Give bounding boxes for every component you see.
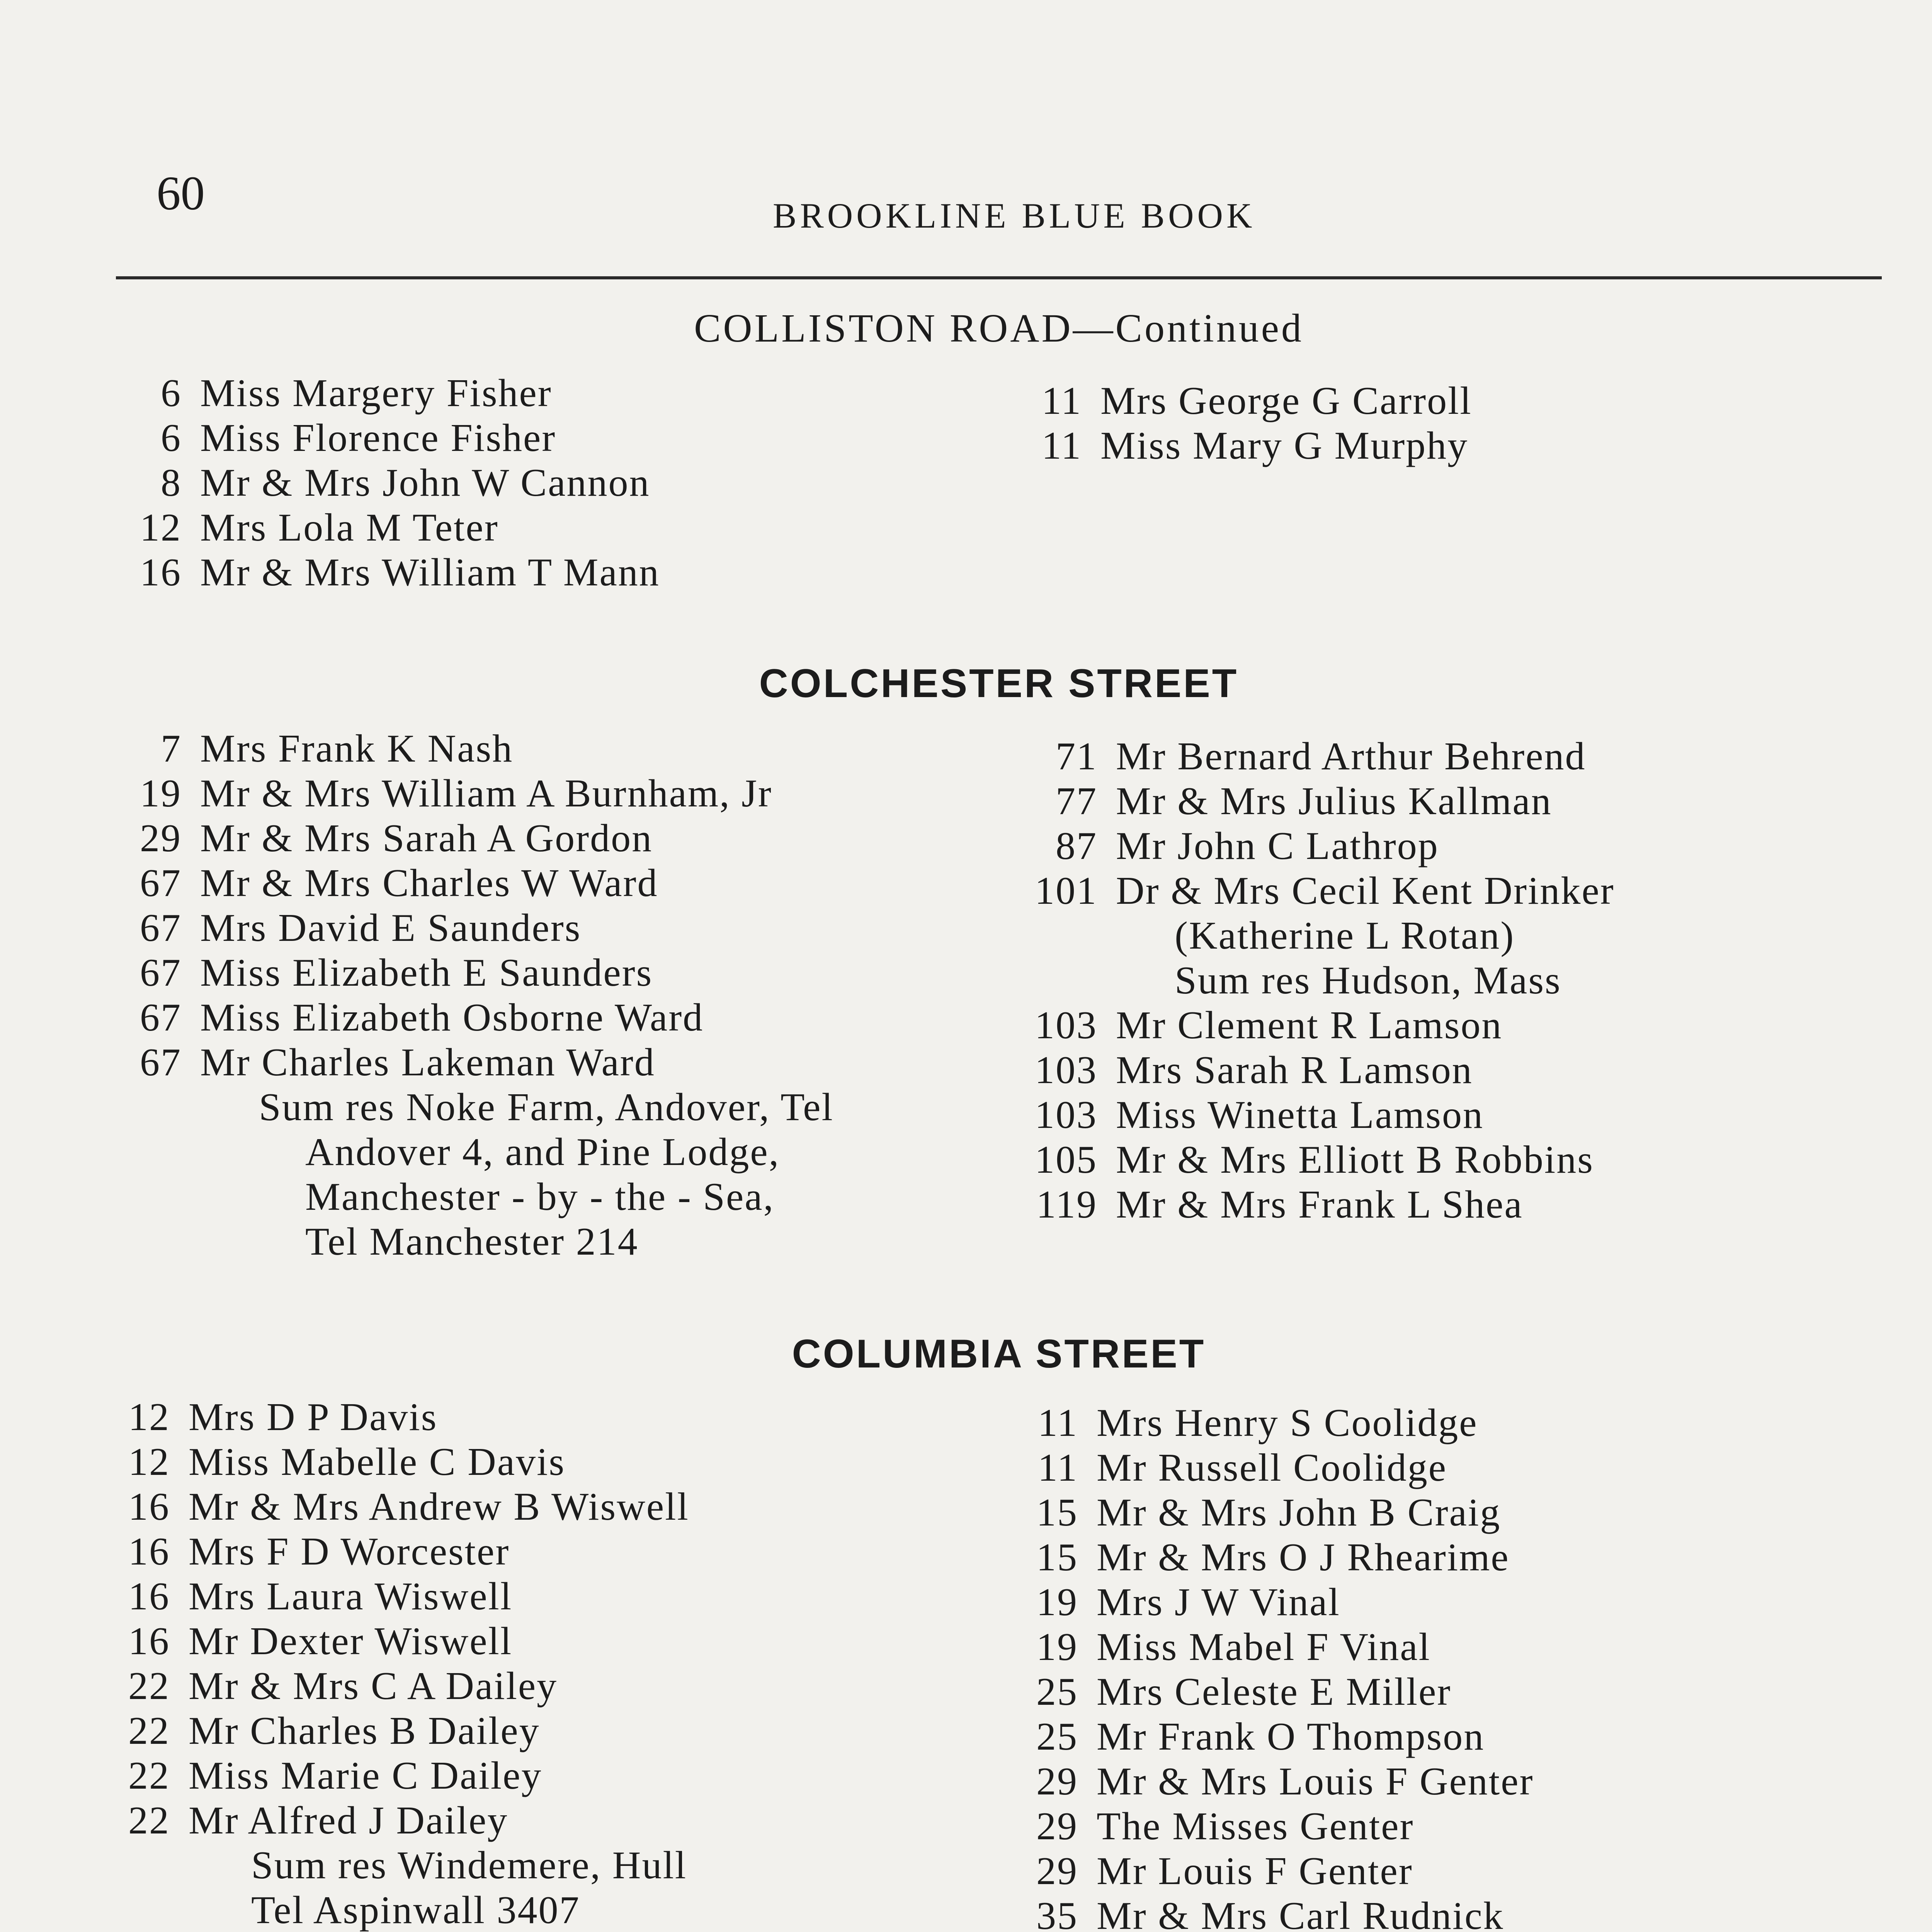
resident-name: Mr & Mrs Andrew B Wiswell bbox=[189, 1485, 689, 1529]
colchester-right-entries-a bbox=[1005, 734, 1615, 913]
directory-entry bbox=[128, 550, 660, 595]
section-heading-colchester: COLCHESTER STREET bbox=[759, 661, 1239, 706]
directory-entry bbox=[1005, 779, 1615, 824]
house-number: 7 bbox=[161, 727, 182, 770]
resident-name: Mrs George G Carroll bbox=[1100, 379, 1472, 423]
house-number: 29 bbox=[1036, 1849, 1078, 1893]
columbia-left-continuation-a bbox=[116, 1843, 723, 1932]
resident-name: Mr Dexter Wiswell bbox=[189, 1619, 513, 1663]
resident-name: Mr & Mrs Charles W Ward bbox=[200, 861, 658, 905]
section-heading-colliston: COLLISTON ROAD—Continued bbox=[694, 306, 1304, 350]
resident-name: Mrs D P Davis bbox=[189, 1395, 438, 1439]
resident-name: Mr & Mrs Sarah A Gordon bbox=[200, 816, 653, 860]
directory-entry bbox=[1005, 1138, 1615, 1182]
page-number: 60 bbox=[156, 167, 205, 220]
directory-entry bbox=[989, 1490, 1569, 1535]
directory-entry bbox=[989, 1714, 1569, 1759]
directory-entry bbox=[116, 1619, 723, 1664]
colchester-right-entries-b bbox=[1005, 1003, 1615, 1227]
continuation-line: Sum res Noke Farm, Andover, Tel bbox=[259, 1085, 834, 1129]
continuation-line: (Katherine L Rotan) bbox=[1175, 914, 1515, 957]
house-number: 16 bbox=[128, 1485, 170, 1529]
house-number: 29 bbox=[140, 816, 182, 860]
colchester-left-continuation bbox=[128, 1085, 834, 1264]
resident-name: Mr Russell Coolidge bbox=[1097, 1446, 1447, 1490]
resident-name: Mr Louis F Genter bbox=[1097, 1849, 1413, 1893]
resident-name: Mrs F D Worcester bbox=[189, 1530, 510, 1573]
directory-entry bbox=[1005, 869, 1615, 913]
directory-entry bbox=[1005, 1182, 1615, 1227]
house-number: 16 bbox=[140, 551, 182, 594]
directory-entry bbox=[128, 371, 660, 416]
directory-entry bbox=[116, 1529, 723, 1574]
resident-name: Miss Marie C Dailey bbox=[189, 1754, 543, 1798]
columbia-left-column bbox=[116, 1395, 723, 1932]
directory-entry bbox=[989, 1670, 1569, 1714]
continuation-line: Manchester - by - the - Sea, bbox=[305, 1175, 775, 1219]
resident-name: Mr & Mrs Carl Rudnick bbox=[1097, 1894, 1504, 1932]
house-number: 16 bbox=[128, 1575, 170, 1618]
resident-name: Mrs Celeste E Miller bbox=[1097, 1670, 1452, 1714]
continuation-line: Andover 4, and Pine Lodge, bbox=[305, 1130, 780, 1174]
resident-name: Miss Florence Fisher bbox=[200, 416, 556, 460]
resident-name: Mr & Mrs O J Rhearime bbox=[1097, 1536, 1510, 1579]
house-number: 25 bbox=[1036, 1715, 1078, 1759]
columbia-right-column bbox=[989, 1401, 1569, 1932]
resident-name: Mr & Mrs Louis F Genter bbox=[1097, 1760, 1534, 1803]
columbia-left-entries-a bbox=[116, 1395, 723, 1843]
resident-name: Mr Frank O Thompson bbox=[1097, 1715, 1485, 1759]
directory-entry bbox=[116, 1574, 723, 1619]
directory-entry bbox=[128, 816, 834, 861]
house-number: 22 bbox=[128, 1664, 170, 1708]
house-number: 67 bbox=[140, 906, 182, 950]
resident-name: Mr & Mrs William A Burnham, Jr bbox=[200, 772, 772, 815]
house-number: 67 bbox=[140, 996, 182, 1039]
continuation-line: Sum res Hudson, Mass bbox=[1175, 959, 1561, 1002]
continuation-line: Tel Manchester 214 bbox=[305, 1220, 639, 1264]
house-number: 103 bbox=[1035, 1093, 1097, 1137]
directory-entry bbox=[1005, 824, 1615, 869]
house-number: 22 bbox=[128, 1754, 170, 1798]
resident-name: Miss Elizabeth E Saunders bbox=[200, 951, 653, 995]
directory-entry bbox=[989, 1401, 1569, 1446]
house-number: 105 bbox=[1035, 1138, 1097, 1182]
directory-entry bbox=[116, 1440, 723, 1485]
directory-entry bbox=[1005, 1093, 1615, 1138]
resident-name: Dr & Mrs Cecil Kent Drinker bbox=[1116, 869, 1615, 913]
directory-entry bbox=[989, 1625, 1569, 1670]
directory-entry bbox=[128, 726, 834, 771]
directory-entry bbox=[128, 906, 834, 951]
house-number: 22 bbox=[128, 1709, 170, 1753]
house-number: 103 bbox=[1035, 1048, 1097, 1092]
house-number: 19 bbox=[140, 772, 182, 815]
house-number: 67 bbox=[140, 1041, 182, 1084]
resident-name: Mr Alfred J Dailey bbox=[189, 1799, 509, 1842]
house-number: 12 bbox=[140, 506, 182, 549]
house-number: 101 bbox=[1035, 869, 1097, 913]
house-number: 35 bbox=[1036, 1894, 1078, 1932]
resident-name: Mr John C Lathrop bbox=[1116, 824, 1439, 868]
house-number: 19 bbox=[1036, 1625, 1078, 1669]
house-number: 67 bbox=[140, 951, 182, 995]
resident-name: The Misses Genter bbox=[1097, 1804, 1414, 1848]
directory-entry bbox=[128, 1040, 834, 1085]
directory-entry bbox=[116, 1664, 723, 1709]
directory-entry bbox=[116, 1709, 723, 1753]
top-rule bbox=[116, 276, 1882, 279]
directory-entry bbox=[128, 416, 660, 461]
running-head: BROOKLINE BLUE BOOK bbox=[773, 196, 1256, 235]
directory-entry bbox=[128, 461, 660, 505]
colchester-left-entries bbox=[128, 726, 834, 1085]
directory-entry bbox=[128, 995, 834, 1040]
house-number: 29 bbox=[1036, 1804, 1078, 1848]
resident-name: Mrs J W Vinal bbox=[1097, 1580, 1340, 1624]
house-number: 19 bbox=[1036, 1580, 1078, 1624]
directory-entry bbox=[989, 1535, 1569, 1580]
continuation-line: Tel Aspinwall 3407 bbox=[251, 1888, 580, 1932]
directory-entry bbox=[1020, 379, 1472, 423]
colchester-right-column bbox=[1005, 734, 1615, 1227]
house-number: 77 bbox=[1056, 779, 1097, 823]
directory-entry bbox=[116, 1753, 723, 1798]
resident-name: Miss Winetta Lamson bbox=[1116, 1093, 1484, 1137]
resident-name: Miss Mabel F Vinal bbox=[1097, 1625, 1431, 1669]
directory-entry bbox=[128, 505, 660, 550]
directory-entry bbox=[1005, 1048, 1615, 1093]
colchester-left-column bbox=[128, 726, 834, 1264]
house-number: 25 bbox=[1036, 1670, 1078, 1714]
house-number: 16 bbox=[128, 1530, 170, 1573]
directory-entry bbox=[989, 1446, 1569, 1490]
directory-entry bbox=[116, 1395, 723, 1440]
directory-entry bbox=[989, 1759, 1569, 1804]
house-number: 15 bbox=[1036, 1491, 1078, 1534]
directory-entry bbox=[989, 1849, 1569, 1894]
house-number: 11 bbox=[1037, 1401, 1078, 1445]
resident-name: Mr & Mrs John W Cannon bbox=[200, 461, 650, 505]
house-number: 71 bbox=[1056, 735, 1097, 778]
house-number: 15 bbox=[1036, 1536, 1078, 1579]
house-number: 11 bbox=[1041, 379, 1082, 423]
house-number: 6 bbox=[161, 416, 182, 460]
resident-name: Miss Mary G Murphy bbox=[1100, 424, 1469, 468]
directory-entry bbox=[989, 1580, 1569, 1625]
resident-name: Mrs David E Saunders bbox=[200, 906, 582, 950]
colchester-right-continuation bbox=[1005, 913, 1615, 1003]
resident-name: Mrs Laura Wiswell bbox=[189, 1575, 513, 1618]
resident-name: Mr Clement R Lamson bbox=[1116, 1003, 1503, 1047]
resident-name: Mr & Mrs William T Mann bbox=[200, 551, 660, 594]
directory-entry bbox=[116, 1485, 723, 1529]
directory-entry bbox=[116, 1798, 723, 1843]
resident-name: Mr & Mrs Julius Kallman bbox=[1116, 779, 1552, 823]
resident-name: Mrs Henry S Coolidge bbox=[1097, 1401, 1478, 1445]
house-number: 12 bbox=[128, 1395, 170, 1439]
directory-entry bbox=[128, 861, 834, 906]
directory-entry bbox=[128, 951, 834, 995]
resident-name: Mr & Mrs Elliott B Robbins bbox=[1116, 1138, 1594, 1182]
colliston-left-column bbox=[128, 371, 660, 595]
resident-name: Miss Margery Fisher bbox=[200, 371, 552, 415]
house-number: 22 bbox=[128, 1799, 170, 1842]
colliston-right-column bbox=[1020, 379, 1472, 468]
house-number: 8 bbox=[161, 461, 182, 505]
resident-name: Mr Bernard Arthur Behrend bbox=[1116, 735, 1586, 778]
resident-name: Mr Charles B Dailey bbox=[189, 1709, 540, 1753]
house-number: 67 bbox=[140, 861, 182, 905]
house-number: 11 bbox=[1037, 1446, 1078, 1490]
directory-entry bbox=[989, 1894, 1569, 1932]
directory-entry bbox=[989, 1804, 1569, 1849]
directory-entry bbox=[128, 771, 834, 816]
resident-name: Miss Mabelle C Davis bbox=[189, 1440, 566, 1484]
house-number: 16 bbox=[128, 1619, 170, 1663]
resident-name: Mr Charles Lakeman Ward bbox=[200, 1041, 655, 1084]
house-number: 103 bbox=[1035, 1003, 1097, 1047]
resident-name: Mr & Mrs John B Craig bbox=[1097, 1491, 1501, 1534]
directory-entry bbox=[1005, 734, 1615, 779]
house-number: 29 bbox=[1036, 1760, 1078, 1803]
house-number: 119 bbox=[1036, 1183, 1097, 1226]
house-number: 87 bbox=[1056, 824, 1097, 868]
house-number: 6 bbox=[161, 371, 182, 415]
resident-name: Mr & Mrs C A Dailey bbox=[189, 1664, 558, 1708]
directory-entry bbox=[1005, 1003, 1615, 1048]
directory-entry bbox=[1020, 423, 1472, 468]
resident-name: Mrs Frank K Nash bbox=[200, 727, 514, 770]
continuation-line: Sum res Windemere, Hull bbox=[251, 1844, 687, 1887]
resident-name: Mrs Lola M Teter bbox=[200, 506, 499, 549]
section-heading-columbia: COLUMBIA STREET bbox=[792, 1332, 1206, 1376]
resident-name: Mrs Sarah R Lamson bbox=[1116, 1048, 1473, 1092]
house-number: 11 bbox=[1041, 424, 1082, 468]
resident-name: Mr & Mrs Frank L Shea bbox=[1116, 1183, 1523, 1226]
resident-name: Miss Elizabeth Osborne Ward bbox=[200, 996, 704, 1039]
house-number: 12 bbox=[128, 1440, 170, 1484]
